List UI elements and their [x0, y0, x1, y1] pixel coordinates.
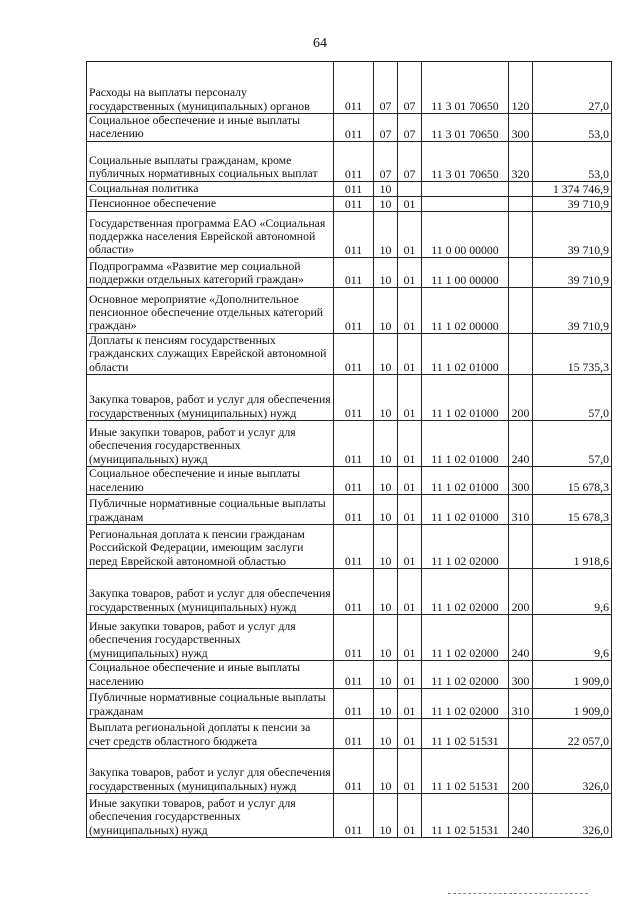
row-name: Публичные нормативные социальные выплаты гражданам: [87, 689, 334, 719]
row-name: Расходы на выплаты персоналу государственных (муниципальных) органов: [87, 62, 334, 114]
row-target-code: 11 1 02 01000: [422, 467, 509, 495]
row-amount: 57,0: [533, 375, 612, 421]
row-target-code: 11 1 02 01000: [422, 421, 509, 467]
row-target-code: 11 1 02 02000: [422, 525, 509, 569]
row-section-code: 10: [374, 689, 398, 719]
row-subsection-code: 01: [398, 287, 422, 333]
row-expense-type: 200: [509, 569, 533, 615]
row-amount: 1 909,0: [533, 661, 612, 689]
row-section-code: 10: [374, 333, 398, 374]
row-section-code: 10: [374, 495, 398, 525]
row-amount: 27,0: [533, 62, 612, 114]
row-expense-type: 200: [509, 749, 533, 794]
row-name: Доплаты к пенсиям государственных гражданских служащих Еврейской автономной области: [87, 333, 334, 374]
row-ministry-code: 011: [334, 615, 374, 661]
table-row: [87, 794, 612, 838]
row-amount: 39 710,9: [533, 257, 612, 287]
row-ministry-code: 011: [334, 749, 374, 794]
row-name: Иные закупки товаров, работ и услуг для обеспечения государственных (муниципальных) нужд: [87, 794, 334, 838]
row-target-code: 11 1 02 02000: [422, 689, 509, 719]
row-target-code: 11 1 02 02000: [422, 661, 509, 689]
row-ministry-code: 011: [334, 62, 374, 114]
row-section-code: 10: [374, 211, 398, 257]
row-section-code: 10: [374, 287, 398, 333]
table-row: [87, 62, 612, 114]
row-ministry-code: 011: [334, 181, 374, 196]
table-row: [87, 257, 612, 287]
row-amount: 9,6: [533, 615, 612, 661]
table-row: [87, 333, 612, 374]
row-name: Иные закупки товаров, работ и услуг для обеспечения государственных (муниципальных) нужд: [87, 421, 334, 467]
row-target-code: [422, 181, 509, 196]
row-target-code: 11 1 02 00000: [422, 287, 509, 333]
row-section-code: 10: [374, 661, 398, 689]
row-subsection-code: 01: [398, 467, 422, 495]
budget-table-body: [87, 62, 612, 838]
row-ministry-code: 011: [334, 421, 374, 467]
row-subsection-code: 01: [398, 375, 422, 421]
row-subsection-code: 01: [398, 661, 422, 689]
row-subsection-code: 01: [398, 689, 422, 719]
row-target-code: 11 1 02 01000: [422, 333, 509, 374]
row-subsection-code: 01: [398, 615, 422, 661]
row-expense-type: 310: [509, 689, 533, 719]
row-amount: 39 710,9: [533, 211, 612, 257]
row-expense-type: 240: [509, 421, 533, 467]
row-ministry-code: 011: [334, 375, 374, 421]
row-subsection-code: 01: [398, 794, 422, 838]
row-subsection-code: 01: [398, 333, 422, 374]
row-ministry-code: 011: [334, 495, 374, 525]
row-section-code: 10: [374, 525, 398, 569]
row-ministry-code: 011: [334, 196, 374, 211]
row-section-code: 10: [374, 421, 398, 467]
row-amount: 1 374 746,9: [533, 181, 612, 196]
row-section-code: 10: [374, 467, 398, 495]
row-section-code: 10: [374, 749, 398, 794]
budget-table: [86, 61, 612, 838]
row-name: Пенсионное обеспечение: [87, 196, 334, 211]
table-row: [87, 467, 612, 495]
row-amount: 39 710,9: [533, 196, 612, 211]
row-name: Основное мероприятие «Дополнительное пенсионное обеспечение отдельных категорий граждан»: [87, 287, 334, 333]
table-row: [87, 196, 612, 211]
row-section-code: 07: [374, 62, 398, 114]
row-section-code: 10: [374, 196, 398, 211]
row-expense-type: 300: [509, 467, 533, 495]
row-subsection-code: 07: [398, 62, 422, 114]
row-amount: 22 057,0: [533, 719, 612, 749]
table-row: [87, 569, 612, 615]
row-expense-type: [509, 211, 533, 257]
table-row: [87, 375, 612, 421]
table-row: [87, 525, 612, 569]
row-name: Региональная доплата к пенсии гражданам Российской Федерации, имеющим заслуги перед Еврейской автономной областью: [87, 525, 334, 569]
row-name: Подпрограмма «Развитие мер социальной поддержки отдельных категорий граждан»: [87, 257, 334, 287]
row-name: Социальное обеспечение и иные выплаты населению: [87, 114, 334, 142]
table-row: [87, 211, 612, 257]
row-subsection-code: 01: [398, 569, 422, 615]
row-amount: 15 735,3: [533, 333, 612, 374]
row-amount: 39 710,9: [533, 287, 612, 333]
row-subsection-code: 07: [398, 114, 422, 142]
row-amount: 15 678,3: [533, 467, 612, 495]
table-row: [87, 689, 612, 719]
row-section-code: 10: [374, 794, 398, 838]
row-target-code: 11 1 00 00000: [422, 257, 509, 287]
row-subsection-code: 01: [398, 749, 422, 794]
row-ministry-code: 011: [334, 141, 374, 181]
table-row: [87, 287, 612, 333]
table-row: [87, 181, 612, 196]
row-expense-type: 320: [509, 141, 533, 181]
page-number: 64: [313, 36, 327, 51]
row-target-code: 11 1 02 02000: [422, 569, 509, 615]
row-name: Государственная программа ЕАО «Социальная поддержка населения Еврейской автономной области»: [87, 211, 334, 257]
row-ministry-code: 011: [334, 525, 374, 569]
row-name: Социальная политика: [87, 181, 334, 196]
row-expense-type: 300: [509, 114, 533, 142]
table-row: [87, 719, 612, 749]
row-expense-type: [509, 257, 533, 287]
row-amount: 1 909,0: [533, 689, 612, 719]
row-ministry-code: 011: [334, 211, 374, 257]
row-amount: 53,0: [533, 141, 612, 181]
row-section-code: 10: [374, 569, 398, 615]
row-section-code: 10: [374, 719, 398, 749]
row-section-code: 10: [374, 257, 398, 287]
row-subsection-code: 01: [398, 495, 422, 525]
row-section-code: 07: [374, 141, 398, 181]
table-row: [87, 749, 612, 794]
row-amount: 9,6: [533, 569, 612, 615]
table-row: [87, 114, 612, 142]
row-ministry-code: 011: [334, 569, 374, 615]
row-subsection-code: 01: [398, 525, 422, 569]
row-name: Социальное обеспечение и иные выплаты населению: [87, 661, 334, 689]
row-expense-type: [509, 196, 533, 211]
row-ministry-code: 011: [334, 719, 374, 749]
row-section-code: 10: [374, 375, 398, 421]
row-name: Закупка товаров, работ и услуг для обеспечения государственных (муниципальных) нужд: [87, 375, 334, 421]
row-target-code: 11 1 02 01000: [422, 375, 509, 421]
row-target-code: 11 3 01 70650: [422, 114, 509, 142]
row-expense-type: [509, 181, 533, 196]
row-subsection-code: 01: [398, 257, 422, 287]
row-expense-type: 300: [509, 661, 533, 689]
row-expense-type: 310: [509, 495, 533, 525]
row-target-code: 11 3 01 70650: [422, 141, 509, 181]
row-expense-type: [509, 525, 533, 569]
row-amount: 57,0: [533, 421, 612, 467]
row-subsection-code: 01: [398, 211, 422, 257]
table-row: [87, 615, 612, 661]
row-expense-type: 240: [509, 615, 533, 661]
row-amount: 326,0: [533, 794, 612, 838]
scan-artifact-line: [448, 893, 588, 894]
row-ministry-code: 011: [334, 794, 374, 838]
row-target-code: 11 1 02 51531: [422, 749, 509, 794]
row-ministry-code: 011: [334, 257, 374, 287]
row-expense-type: 200: [509, 375, 533, 421]
row-expense-type: 120: [509, 62, 533, 114]
row-subsection-code: 01: [398, 719, 422, 749]
row-section-code: 10: [374, 615, 398, 661]
row-section-code: 10: [374, 181, 398, 196]
row-name: Публичные нормативные социальные выплаты гражданам: [87, 495, 334, 525]
row-name: Выплата региональной доплаты к пенсии за счет средств областного бюджета: [87, 719, 334, 749]
row-subsection-code: [398, 181, 422, 196]
row-target-code: 11 1 02 51531: [422, 794, 509, 838]
row-target-code: 11 1 02 01000: [422, 495, 509, 525]
row-expense-type: 240: [509, 794, 533, 838]
row-amount: 1 918,6: [533, 525, 612, 569]
table-row: [87, 141, 612, 181]
table-row: [87, 495, 612, 525]
row-amount: 326,0: [533, 749, 612, 794]
row-name: Социальные выплаты гражданам, кроме публичных нормативных социальных выплат: [87, 141, 334, 181]
row-expense-type: [509, 287, 533, 333]
row-ministry-code: 011: [334, 689, 374, 719]
row-ministry-code: 011: [334, 467, 374, 495]
row-ministry-code: 011: [334, 287, 374, 333]
row-target-code: 11 1 02 02000: [422, 615, 509, 661]
row-ministry-code: 011: [334, 333, 374, 374]
row-target-code: 11 1 02 51531: [422, 719, 509, 749]
row-target-code: 11 3 01 70650: [422, 62, 509, 114]
row-subsection-code: 07: [398, 141, 422, 181]
row-subsection-code: 01: [398, 421, 422, 467]
row-expense-type: [509, 719, 533, 749]
row-ministry-code: 011: [334, 661, 374, 689]
row-subsection-code: 01: [398, 196, 422, 211]
row-target-code: [422, 196, 509, 211]
row-name: Закупка товаров, работ и услуг для обеспечения государственных (муниципальных) нужд: [87, 749, 334, 794]
row-name: Социальное обеспечение и иные выплаты населению: [87, 467, 334, 495]
row-name: Иные закупки товаров, работ и услуг для обеспечения государственных (муниципальных) нужд: [87, 615, 334, 661]
row-amount: 15 678,3: [533, 495, 612, 525]
table-row: [87, 421, 612, 467]
table-row: [87, 661, 612, 689]
row-expense-type: [509, 333, 533, 374]
row-amount: 53,0: [533, 114, 612, 142]
row-ministry-code: 011: [334, 114, 374, 142]
row-name: Закупка товаров, работ и услуг для обеспечения государственных (муниципальных) нужд: [87, 569, 334, 615]
row-section-code: 07: [374, 114, 398, 142]
row-target-code: 11 0 00 00000: [422, 211, 509, 257]
